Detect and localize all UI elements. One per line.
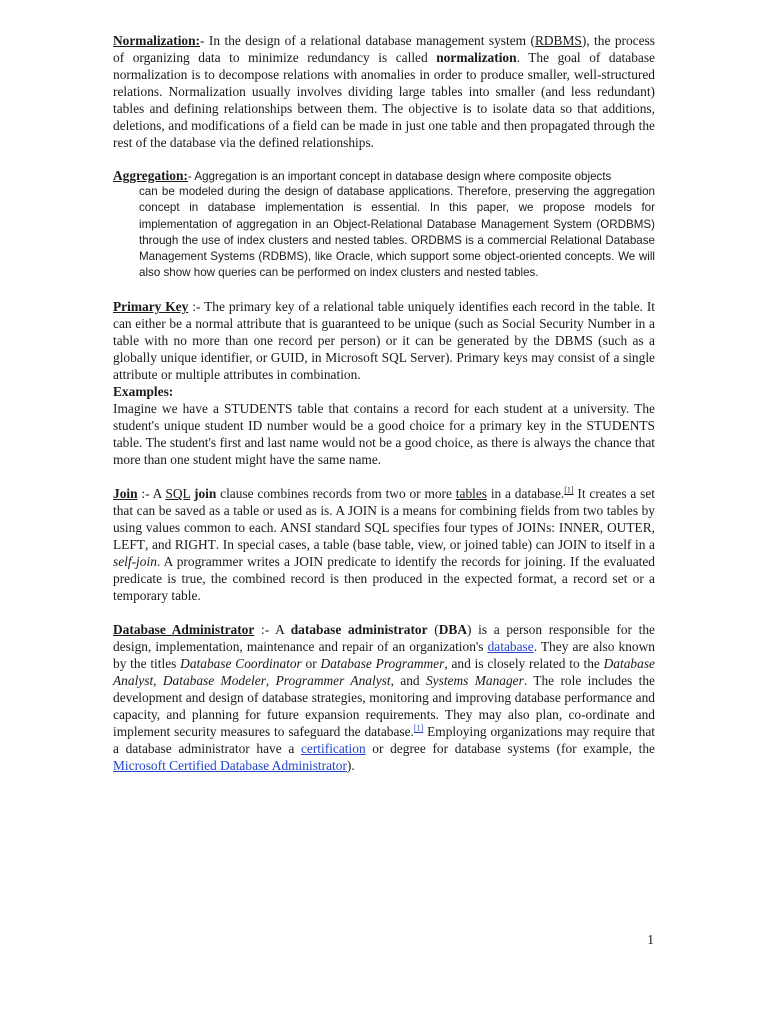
text-run: Employing organizations may require that a database administrator have a: [113, 724, 655, 757]
text-run: predicate to identify the records for joining. If the evaluated predicate is true, the combined record is then produced in the expected format, a record set or a temporary table.: [113, 554, 655, 604]
examples-label-line: [113, 383, 655, 400]
mcdba-link[interactable]: Microsoft Certified Database Administrator: [113, 758, 347, 774]
sql-link[interactable]: SQL: [165, 486, 191, 502]
text-run: A: [149, 486, 166, 502]
text-run: (: [427, 622, 439, 638]
citation-ref[interactable]: [1]: [564, 485, 574, 495]
database-link[interactable]: database: [487, 639, 534, 655]
text-run: . In special cases, a table (base table, view, or joined table) can: [215, 537, 558, 553]
dba-paragraph: [113, 621, 655, 774]
heading-separator: -: [187, 170, 192, 183]
text-run: A: [269, 622, 291, 638]
text-run: . The role includes the development and design of database strategies, monitoring and improving database performance and capacity, and planning for future expansion requirements. They may also plan, co-ordinate and implement security measures to safeguard the database.: [113, 673, 655, 740]
title-term: Database Modeler: [162, 673, 266, 689]
dba-heading: Database Administrator: [113, 622, 255, 638]
text-run: , and is closely related to the: [444, 656, 604, 672]
heading-separator: -: [200, 33, 205, 48]
text-run: clause combines records from two or more: [216, 486, 456, 502]
text-run: ,: [599, 520, 608, 536]
aggregation-body: can be modeled during the design of database applications. Therefore, preserving the aggregation concept in database implementation is essential. In this paper, we propose models for implementation of aggregation in an Object-Relational Database Management System (ORDBMS) through the use of index clusters and nested tables. ORDBMS is a commercial Relational Database Management Systems (RDBMS), like Oracle, which support some object-oriented concepts. We will also show how queries can be performed on index clusters and nested tables.: [139, 185, 655, 280]
title-term: Database Coordinator: [180, 656, 302, 672]
text-run: ) is a person responsible for the design, implementation, maintenance and repair of an organization's: [113, 622, 656, 655]
keyword-right: RIGHT: [174, 537, 216, 553]
aggregation-paragraph: [113, 168, 655, 281]
normalization-heading: Normalization:: [113, 33, 201, 48]
text-run: or degree for database systems (for example, the: [365, 741, 655, 757]
citation-ref[interactable]: [1]: [413, 723, 424, 733]
join-term: join: [194, 486, 217, 502]
heading-separator: :-: [254, 622, 270, 638]
title-term: Database Analyst: [113, 656, 655, 689]
normalization-paragraph: [113, 32, 655, 151]
keyword-left: LEFT: [113, 537, 145, 553]
examples-label: Examples:: [113, 384, 174, 400]
text-run: . A programmer writes a: [156, 554, 295, 570]
join-paragraph: [113, 485, 655, 604]
primary-key-heading: Primary Key: [113, 299, 189, 315]
text-run: In the design of a relational database management system (: [204, 33, 535, 48]
text-run: in a database.: [487, 486, 565, 502]
text-run: The primary key of a relational table uniquely identifies each record in the table. It can either be a normal attribute that is guaranteed to be unique (such as Social Security Number in a table with no more than one record per person) or it can be generated by the DBMS (such as a globally unique identifier, or GUID, in Microsoft SQL Server). Primary keys may consist of a single attribute or multiple attributes in combination.: [113, 299, 655, 383]
text-run: to itself in a: [586, 537, 655, 553]
keyword-outer: OUTER: [607, 520, 652, 536]
text-run: ,: [651, 520, 656, 536]
text-run: ).: [346, 758, 355, 774]
keyword-inner: INNER: [558, 520, 600, 536]
join-heading: Join: [113, 486, 138, 502]
tables-link[interactable]: tables: [455, 486, 488, 502]
text-run: ,: [153, 673, 163, 689]
text-run: ,: [265, 673, 276, 689]
title-term: Database Programmer: [320, 656, 445, 672]
text-run: Aggregation is an important concept in database design where composite objects: [191, 170, 612, 183]
dba-term: database administrator: [290, 622, 428, 638]
examples-paragraph: Imagine we have a STUDENTS table that contains a record for each student at a university. The student's unique student ID number would be a good choice for a primary key in the STUDENTS table. The student's first and last name would not be a good choice, as there is always the chance that more than one student might have the same name.: [113, 401, 655, 468]
keyword-join: JOIN: [347, 503, 377, 519]
primary-key-paragraph: [113, 298, 655, 383]
aggregation-first-line: [113, 168, 655, 185]
heading-separator: :-: [188, 299, 201, 315]
aggregation-heading: Aggregation:: [113, 168, 188, 183]
text-run: ), the process of organizing data to minimize redundancy is called: [113, 33, 655, 65]
page-number: 1: [647, 932, 654, 947]
certification-link[interactable]: certification: [300, 741, 366, 757]
text-run: , and: [145, 537, 175, 553]
text-run: , and: [390, 673, 426, 689]
normalization-term: normalization: [436, 50, 517, 65]
text-run: . They are also known by the titles: [113, 639, 655, 672]
text-run: It creates a set that can be saved as a table or used as is. A: [113, 486, 655, 519]
text-run: s:: [546, 520, 559, 536]
title-term: Programmer Analyst: [275, 673, 391, 689]
keyword-join: JOIN: [557, 537, 587, 553]
heading-separator: :-: [137, 486, 150, 502]
text-run: or: [301, 656, 321, 672]
keyword-join: JOIN: [517, 520, 547, 536]
self-join-term: self-join: [113, 554, 157, 570]
text-run: . The goal of database normalization is to decompose relations with anomalies in order to produce smaller, well-structured relations. Normalization usually involves dividing large tables into smaller (and less redundant) tables and defining relationships between them. The objective is to isolate data so that additions, deletions, and modifications of a field can be made in just one table and then propagated through the rest of the database via the defined relationships.: [113, 50, 656, 150]
dba-abbrev: DBA: [438, 622, 467, 638]
text-run: is a means for combining fields from two tables by using values common to each. ANSI standard SQL specifies four types of: [113, 503, 655, 536]
keyword-join: JOIN: [294, 554, 324, 570]
title-term: Systems Manager: [425, 673, 524, 689]
rdbms-term: RDBMS: [534, 33, 582, 48]
